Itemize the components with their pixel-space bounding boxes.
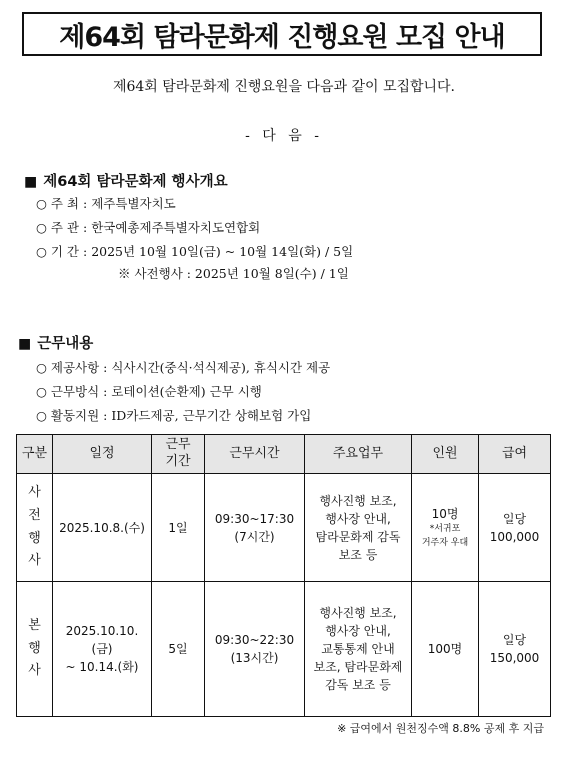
row-count: 100명	[412, 582, 479, 717]
page-title: 제64회 탐라문화제 진행요원 모집 안내	[22, 12, 542, 56]
table-header-row	[17, 435, 551, 474]
work-method	[36, 382, 262, 400]
overview-organizer	[36, 218, 260, 236]
row-count-note: *서귀포 거주자 우대	[421, 524, 469, 548]
work-method-label: ○ 근무방식 :	[36, 384, 108, 399]
table-row	[17, 474, 551, 582]
square-bullet-icon: ■	[18, 336, 32, 352]
work-support-label: ○ 활동지원 :	[36, 408, 108, 423]
work-provided-label: ○ 제공사항 :	[36, 360, 108, 375]
row-hours: 09:30~17:30 (7시간)	[205, 474, 305, 582]
overview-organizer-value: 한국예총제주특별자치도연합회	[91, 220, 261, 235]
row-duties: 행사진행 보조, 행사장 안내, 교통통제 안내 보조, 탐라문화제 감독 보조 등	[305, 582, 412, 717]
overview-period-value: 2025년 10월 10일(금) ~ 10월 14일(화) / 5일	[91, 244, 354, 259]
square-bullet-icon: ■	[24, 174, 38, 190]
overview-host	[36, 194, 176, 212]
header-hours: 근무시간	[205, 435, 305, 474]
header-period: 근무 기간	[152, 435, 205, 474]
intro-text: 제64회 탐라문화제 진행요원을 다음과 같이 모집합니다.	[112, 79, 456, 95]
row-category: 사전행사	[17, 474, 53, 582]
row-category: 본행사	[17, 582, 53, 717]
row-count-value: 10명	[431, 507, 459, 521]
pre-event-note: ※ 사전행사 : 2025년 10월 8일(수) / 1일	[118, 266, 349, 281]
work-method-value: 로테이션(순환제) 근무 시행	[111, 384, 262, 399]
row-period: 1일	[152, 474, 205, 582]
row-hours: 09:30~22:30 (13시간)	[205, 582, 305, 717]
row-period: 5일	[152, 582, 205, 717]
work-heading	[18, 332, 93, 353]
overview-organizer-label: ○ 주 관 :	[36, 220, 88, 235]
work-provided	[36, 358, 330, 376]
overview-heading-text: 제64회 탐라문화제 행사개요	[43, 174, 228, 190]
work-heading-text: 근무내용	[37, 336, 94, 352]
header-count: 인원	[412, 435, 479, 474]
row-count	[412, 474, 479, 582]
table-row	[17, 582, 551, 717]
row-pay: 일당 150,000	[479, 582, 551, 717]
row-duties: 행사진행 보조, 행사장 안내, 탐라문화제 감독 보조 등	[305, 474, 412, 582]
overview-host-value: 제주특별자치도	[91, 196, 176, 211]
work-support	[36, 406, 311, 424]
footnote: ※ 급여에서 원천징수액 8.8% 공제 후 지급	[337, 722, 544, 735]
row-pay: 일당 100,000	[479, 474, 551, 582]
row-schedule: 2025.10.10.(금) ~ 10.14.(화)	[53, 582, 152, 717]
header-duties: 주요업무	[305, 435, 412, 474]
header-pay: 급여	[479, 435, 551, 474]
section-divider-text: - 다 음 -	[245, 128, 323, 144]
work-provided-value: 식사시간(중식·석식제공), 휴식시간 제공	[111, 360, 331, 375]
work-support-value: ID카드제공, 근무기간 상해보험 가입	[111, 408, 312, 423]
overview-host-label: ○ 주 최 :	[36, 196, 88, 211]
header-schedule: 일정	[53, 435, 152, 474]
row-schedule: 2025.10.8.(수)	[53, 474, 152, 582]
overview-period	[36, 242, 353, 260]
overview-heading	[24, 170, 228, 191]
header-category: 구분	[17, 435, 53, 474]
overview-period-label: ○ 기 간 :	[36, 244, 88, 259]
recruitment-table	[16, 434, 551, 717]
